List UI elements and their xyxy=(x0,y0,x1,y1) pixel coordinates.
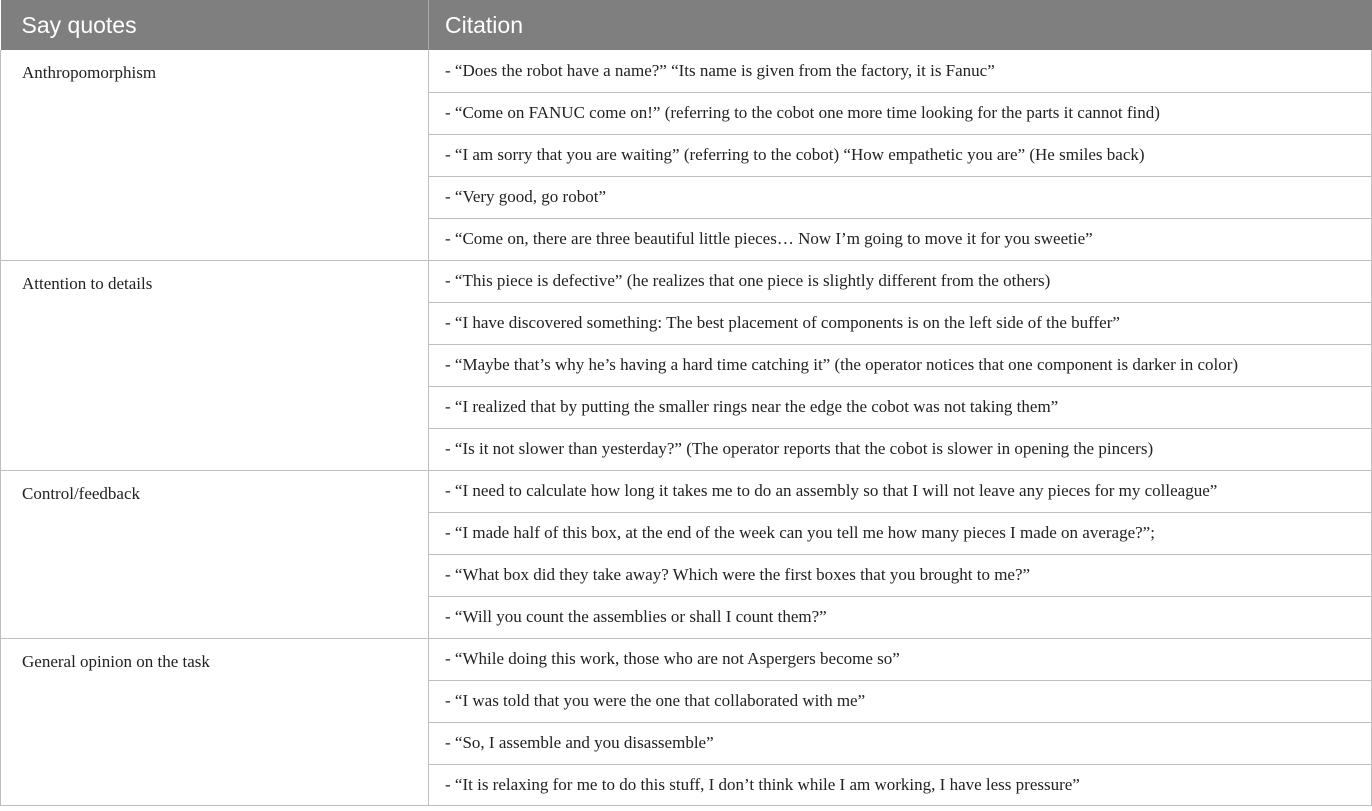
header-citation: Citation xyxy=(429,0,1372,50)
category-control-feedback: Control/feedback xyxy=(1,470,429,638)
quote-cell: - “While doing this work, those who are not Aspergers become so” xyxy=(429,638,1372,680)
quote-cell: - “I am sorry that you are waiting” (referring to the cobot) “How empathetic you are” (He smiles back) xyxy=(429,134,1372,176)
quote-cell: - “Will you count the assemblies or shall I count them?” xyxy=(429,596,1372,638)
quote-cell: - “I made half of this box, at the end of the week can you tell me how many pieces I made on average?”; xyxy=(429,512,1372,554)
table-row xyxy=(1,260,1372,302)
category-general-opinion: General opinion on the task xyxy=(1,638,429,805)
header-say-quotes: Say quotes xyxy=(1,0,429,50)
table-row xyxy=(1,470,1372,512)
category-anthropomorphism: Anthropomorphism xyxy=(1,50,429,260)
quote-cell: - “So, I assemble and you disassemble” xyxy=(429,722,1372,764)
quote-cell: - “Very good, go robot” xyxy=(429,176,1372,218)
quote-cell: - “I realized that by putting the smaller rings near the edge the cobot was not taking them” xyxy=(429,386,1372,428)
quote-cell: - “Is it not slower than yesterday?” (The operator reports that the cobot is slower in opening the pincers) xyxy=(429,428,1372,470)
table-row xyxy=(1,50,1372,92)
quote-cell: - “Maybe that’s why he’s having a hard time catching it” (the operator notices that one component is darker in color) xyxy=(429,344,1372,386)
quote-cell: - “I have discovered something: The best placement of components is on the left side of the buffer” xyxy=(429,302,1372,344)
quote-cell: - “Come on FANUC come on!” (referring to the cobot one more time looking for the parts it cannot find) xyxy=(429,92,1372,134)
table-row xyxy=(1,638,1372,680)
quote-cell: - “I was told that you were the one that collaborated with me” xyxy=(429,680,1372,722)
table-header-row xyxy=(1,0,1372,50)
quote-cell: - “This piece is defective” (he realizes that one piece is slightly different from the others) xyxy=(429,260,1372,302)
quote-cell: - “I need to calculate how long it takes me to do an assembly so that I will not leave any pieces for my colleague” xyxy=(429,470,1372,512)
quote-cell: - “What box did they take away? Which were the first boxes that you brought to me?” xyxy=(429,554,1372,596)
quote-cell: - “It is relaxing for me to do this stuff, I don’t think while I am working, I have less pressure” xyxy=(429,764,1372,805)
category-attention-to-details: Attention to details xyxy=(1,260,429,470)
quote-cell: - “Does the robot have a name?” “Its name is given from the factory, it is Fanuc” xyxy=(429,50,1372,92)
quote-cell: - “Come on, there are three beautiful little pieces… Now I’m going to move it for you sweetie” xyxy=(429,218,1372,260)
